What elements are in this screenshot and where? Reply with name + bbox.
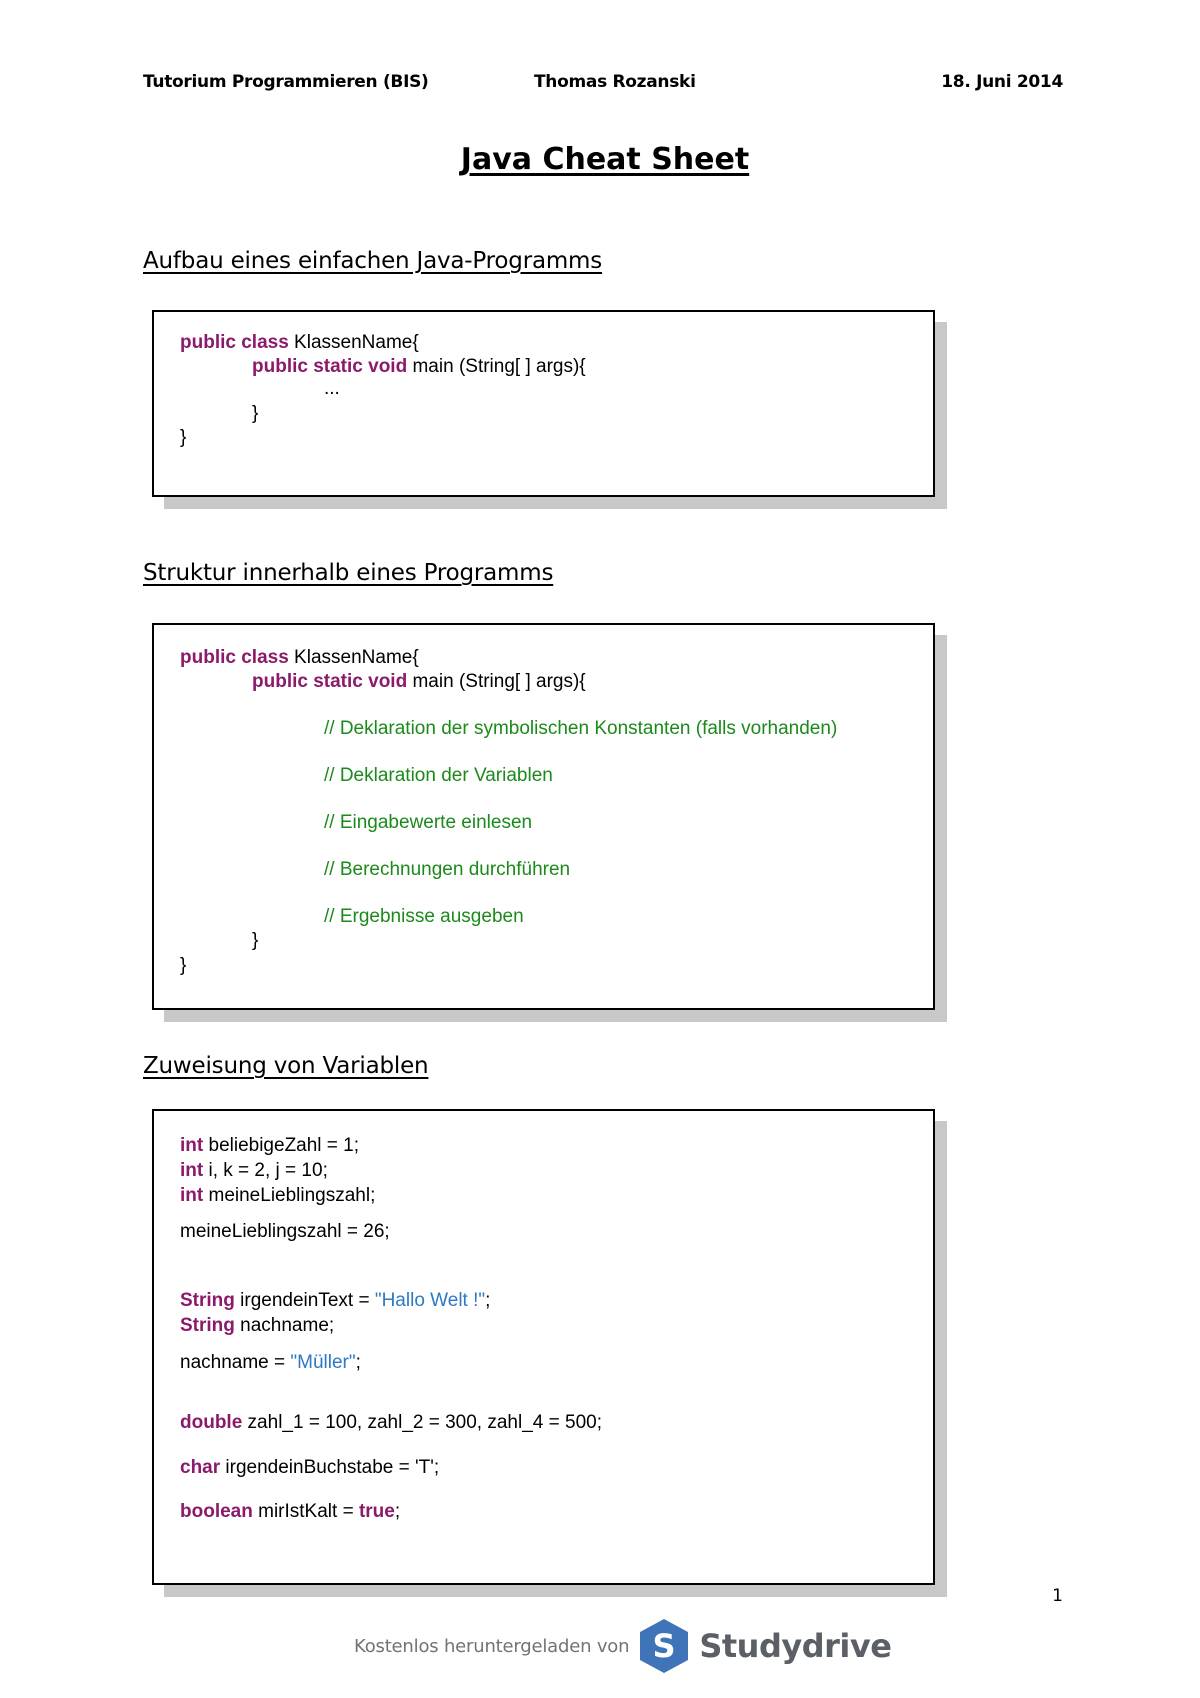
page-number: 1 <box>1052 1586 1063 1606</box>
keyword: double <box>180 1412 243 1433</box>
keyword: boolean <box>180 1501 253 1522</box>
code-comment: // Ergebnisse ausgeben <box>324 906 524 927</box>
keyword: char <box>180 1457 221 1478</box>
keyword: int <box>180 1135 204 1156</box>
code-line <box>180 1457 439 1479</box>
string-literal: "Müller" <box>290 1352 356 1373</box>
keyword: true <box>358 1501 395 1522</box>
code-comment: // Eingabewerte einlesen <box>324 812 533 833</box>
code-text: i, k = 2, j = 10; <box>203 1160 328 1181</box>
header-date: 18. Juni 2014 <box>941 72 1063 92</box>
code-box-struktur <box>152 623 935 1010</box>
code-text: meineLieblingszahl; <box>203 1185 376 1206</box>
keyword: public class <box>180 647 289 668</box>
logo-letter: S <box>652 1627 676 1665</box>
studydrive-logo-icon <box>637 1617 691 1675</box>
code-line <box>180 1185 375 1207</box>
code-text: beliebigeZahl = 1; <box>203 1135 360 1156</box>
keyword: public static void <box>252 356 408 377</box>
code-line <box>252 356 586 378</box>
section-heading-zuweisung: Zuweisung von Variablen <box>143 1053 429 1079</box>
header-course: Tutorium Programmieren (BIS) <box>143 72 429 92</box>
code-line <box>180 647 419 669</box>
header-author: Thomas Rozanski <box>534 72 696 92</box>
code-text: irgendeinText = <box>234 1290 375 1311</box>
string-literal: "Hallo Welt !" <box>374 1290 486 1311</box>
keyword: public static void <box>252 671 408 692</box>
code-text: KlassenName{ <box>288 332 419 353</box>
keyword: int <box>180 1185 204 1206</box>
code-line <box>180 1315 334 1337</box>
code-text: ; <box>355 1352 361 1373</box>
code-text: ; <box>394 1501 401 1522</box>
code-line <box>180 1290 490 1312</box>
page-title: Java Cheat Sheet <box>460 142 750 177</box>
code-line <box>180 1352 361 1374</box>
code-text: main (String[ ] args){ <box>407 356 586 377</box>
code-line: meineLieblingszahl = 26; <box>180 1221 390 1242</box>
section-heading-struktur: Struktur innerhalb eines Programms <box>143 560 554 586</box>
code-line <box>180 1160 328 1182</box>
code-text: irgendeinBuchstabe = 'T'; <box>220 1457 440 1478</box>
keyword: int <box>180 1160 204 1181</box>
studydrive-brand: Studydrive <box>699 1627 892 1665</box>
code-line <box>180 1135 359 1157</box>
section-heading-aufbau: Aufbau eines einfachen Java-Programms <box>143 248 603 274</box>
code-text: zahl_1 = 100, zahl_2 = 300, zahl_4 = 500; <box>242 1412 602 1433</box>
code-text: KlassenName{ <box>288 647 419 668</box>
code-brace: } <box>180 427 187 448</box>
code-text: ; <box>485 1290 491 1311</box>
code-box-zuweisung <box>152 1109 935 1585</box>
code-line <box>252 671 586 693</box>
code-ellipsis: ... <box>324 378 340 399</box>
code-box-aufbau <box>152 310 935 497</box>
code-comment: // Deklaration der symbolischen Konstanten (falls vorhanden) <box>324 718 838 739</box>
code-brace: } <box>180 955 187 976</box>
keyword: public class <box>180 332 289 353</box>
footer-banner[interactable] <box>354 1615 891 1677</box>
code-text: mirIstKalt = <box>252 1501 359 1522</box>
keyword: String <box>180 1315 235 1336</box>
code-line <box>180 1501 400 1523</box>
code-brace: } <box>252 930 259 951</box>
footer-text: Kostenlos heruntergeladen von <box>354 1635 630 1657</box>
keyword: String <box>180 1290 235 1311</box>
code-line <box>180 1412 602 1434</box>
code-text: nachname = <box>180 1352 291 1373</box>
code-text: nachname; <box>234 1315 335 1336</box>
code-text: main (String[ ] args){ <box>407 671 586 692</box>
code-comment: // Deklaration der Variablen <box>324 765 553 786</box>
code-brace: } <box>252 403 259 424</box>
code-line <box>180 332 419 354</box>
code-comment: // Berechnungen durchführen <box>324 859 571 880</box>
